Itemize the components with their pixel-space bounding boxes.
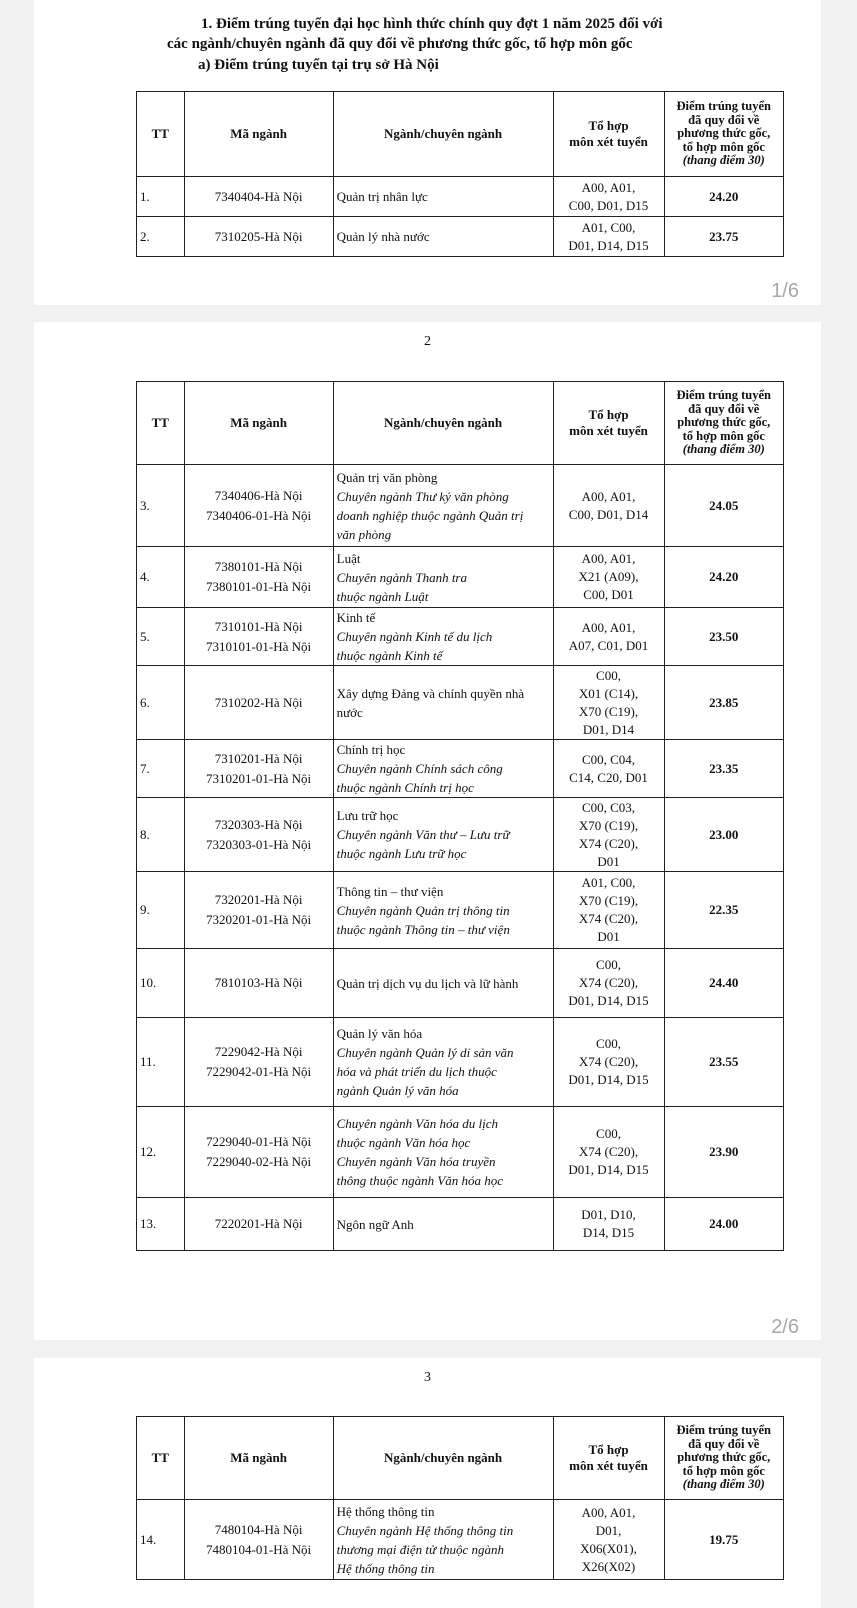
program-code-cell — [184, 666, 333, 740]
specialization-line: Chuyên ngành Chính sách công — [336, 761, 503, 776]
subject-combination: A00, A01, — [581, 551, 636, 566]
program-code-cell — [184, 547, 333, 608]
specialization-line: văn phòng — [336, 526, 392, 542]
subject-combination: D01 — [597, 853, 620, 869]
program-code: 7320303-Hà Nội — [214, 816, 303, 832]
major-name: Hệ thống thông tin — [336, 1503, 435, 1519]
specialization-line: Chuyên ngành Quản trị thông tin — [336, 902, 510, 918]
major-cell — [333, 1500, 553, 1580]
major-name: Quản lý nhà nước — [336, 229, 430, 244]
table-row — [137, 1198, 784, 1251]
program-code: 7480104-01-Hà Nội — [206, 1541, 312, 1557]
major-cell — [333, 740, 553, 798]
program-code: 7380101-Hà Nội — [214, 559, 303, 574]
cutoff-score: 24.00 — [664, 1198, 783, 1251]
page-number-2: 2 — [424, 334, 431, 349]
specialization-line: doanh nghiệp thuộc ngành Quản trị — [336, 507, 524, 523]
major-cell — [333, 608, 553, 666]
subject-combination: C00, — [596, 957, 621, 972]
subject-combination: D01, D14 — [582, 721, 635, 737]
subject-combinations-cell — [553, 1198, 664, 1251]
heading-line-2: các ngành/chuyên ngành đã quy đổi về phương thức gốc, tổ hợp môn gốc — [167, 36, 633, 52]
header-major: Ngành/chuyên ngành — [333, 1417, 553, 1500]
program-code: 7310201-01-Hà Nội — [206, 770, 312, 786]
specialization-line: Chuyên ngành Quản lý di sản văn — [336, 1045, 514, 1060]
row-number: 5. — [137, 608, 185, 666]
heading-line-3: a) Điểm trúng tuyển tại trụ sở Hà Nội — [198, 57, 439, 73]
major-cell — [333, 1018, 553, 1107]
major-name: Luật — [336, 550, 361, 566]
subject-combination: C00, C03, — [581, 799, 636, 815]
row-number: 3. — [137, 465, 185, 547]
major-name: Xây dựng Đảng và chính quyền nhà nước — [336, 685, 525, 720]
program-code: 7480104-Hà Nội — [214, 1521, 303, 1537]
program-code: 7320201-Hà Nội — [214, 892, 303, 907]
major-cell — [333, 798, 553, 872]
row-number: 10. — [137, 949, 185, 1018]
cutoff-score: 23.50 — [664, 608, 783, 666]
major-name: Ngôn ngữ Anh — [336, 1216, 414, 1232]
subject-combination: A07, C01, D01 — [568, 637, 649, 653]
subject-combination: X26(X02) — [581, 1558, 636, 1574]
specialization-line: ngành Quản lý văn hóa — [336, 1083, 459, 1098]
cutoff-score: 23.90 — [664, 1107, 783, 1198]
header-score-line: (thang điểm 30) — [682, 442, 765, 457]
header-score-line: Điểm trúng tuyển — [676, 99, 771, 114]
header-combo-line: Tổ hợp — [588, 407, 629, 422]
subject-combinations-cell — [553, 465, 664, 547]
subject-combination: X74 (C20), — [578, 1054, 639, 1069]
cutoff-score: 22.35 — [664, 872, 783, 949]
specialization-line: thuộc ngành Kinh tế — [336, 648, 443, 663]
program-code: 7320303-01-Hà Nội — [206, 836, 312, 852]
page-indicator-1: 1/6 — [771, 280, 799, 302]
program-code: 7310201-Hà Nội — [214, 750, 303, 766]
table-row — [137, 798, 784, 872]
major-name: Quản trị nhân lực — [336, 189, 428, 204]
header-score — [664, 382, 783, 465]
specialization-line: Chuyên ngành Kinh tế du lịch — [336, 629, 493, 644]
program-code-cell — [184, 217, 333, 257]
table-row — [137, 1500, 784, 1580]
major-cell — [333, 949, 553, 1018]
cutoff-score: 23.35 — [664, 740, 783, 798]
header-score-line: (thang điểm 30) — [682, 1477, 765, 1492]
specialization-line: thuộc ngành Thông tin – thư viện — [336, 921, 510, 937]
specialization-line: Hệ thống thông tin — [336, 1560, 435, 1576]
subject-combination: C00, C04, — [581, 751, 636, 767]
scores-table-page-2 — [136, 381, 784, 1251]
major-name: Quản trị văn phòng — [336, 469, 438, 485]
specialization-line: thuộc ngành Chính trị học — [336, 780, 474, 795]
table-row — [137, 1107, 784, 1198]
table-row — [137, 872, 784, 949]
cutoff-score: 24.20 — [664, 547, 783, 608]
major-cell — [333, 872, 553, 949]
specialization-line: thuộc ngành Lưu trữ học — [336, 846, 467, 861]
header-combo-line: Tổ hợp — [588, 118, 629, 133]
subject-combination: X70 (C19), — [578, 703, 639, 719]
program-code: 7229042-Hà Nội — [214, 1044, 303, 1059]
header-score-line: tổ hợp môn gốc — [682, 139, 765, 154]
subject-combination: D01, D10, — [581, 1207, 636, 1222]
specialization-line: Chuyên ngành Văn thư – Lưu trữ — [336, 827, 510, 842]
header-score-line: Điểm trúng tuyển — [676, 1423, 771, 1438]
subject-combination: C00, — [596, 1126, 621, 1141]
cutoff-score: 23.75 — [664, 217, 783, 257]
header-major: Ngành/chuyên ngành — [333, 92, 553, 177]
subject-combination: C00, — [596, 1036, 621, 1051]
table-header-row — [137, 382, 784, 465]
table-row — [137, 666, 784, 740]
page-number-3: 3 — [424, 1370, 431, 1385]
header-combo-line: Tổ hợp — [588, 1442, 629, 1457]
cutoff-score: 23.85 — [664, 666, 783, 740]
program-code-cell — [184, 1018, 333, 1107]
major-cell — [333, 177, 553, 217]
header-score-line: đã quy đổi về — [688, 1436, 760, 1451]
row-number: 7. — [137, 740, 185, 798]
program-code: 7340404-Hà Nội — [214, 188, 303, 204]
subject-combination: X74 (C20), — [578, 835, 639, 851]
header-tt: TT — [137, 382, 185, 465]
header-combo — [553, 382, 664, 465]
subject-combination: A00, A01, — [581, 179, 636, 195]
document-page-3 — [34, 1358, 821, 1608]
header-tt: TT — [137, 1417, 185, 1500]
subject-combinations-cell — [553, 949, 664, 1018]
subject-combination: X70 (C19), — [578, 817, 639, 833]
document-page-2 — [34, 322, 821, 1340]
subject-combination: D01, D14, D15 — [568, 993, 649, 1008]
header-score-line: phương thức gốc, — [677, 1450, 771, 1465]
header-score-line: Điểm trúng tuyển — [676, 388, 771, 403]
header-score-line: tổ hợp môn gốc — [682, 1463, 765, 1478]
cutoff-score: 24.20 — [664, 177, 783, 217]
subject-combinations-cell — [553, 1500, 664, 1580]
subject-combination: A00, A01, — [581, 1504, 636, 1520]
subject-combination: D01 — [597, 929, 620, 944]
subject-combinations-cell — [553, 798, 664, 872]
table-row — [137, 547, 784, 608]
specialization-line: thông thuộc ngành Văn hóa học — [336, 1173, 504, 1188]
header-score-line: (thang điểm 30) — [682, 153, 765, 168]
subject-combination: A00, A01, — [581, 488, 636, 504]
scores-table-page-1 — [136, 91, 784, 257]
major-cell — [333, 1107, 553, 1198]
subject-combination: X01 (C14), — [578, 685, 639, 701]
table-row — [137, 177, 784, 217]
header-score — [664, 1417, 783, 1500]
program-code-cell — [184, 1198, 333, 1251]
subject-combinations-cell — [553, 872, 664, 949]
major-cell — [333, 1198, 553, 1251]
cutoff-score: 24.40 — [664, 949, 783, 1018]
row-number: 6. — [137, 666, 185, 740]
table-row — [137, 740, 784, 798]
major-name: Kinh tế — [336, 610, 376, 625]
header-score-line: tổ hợp môn gốc — [682, 428, 765, 443]
row-number: 11. — [137, 1018, 185, 1107]
program-code: 7220201-Hà Nội — [214, 1216, 303, 1231]
program-code-cell — [184, 1107, 333, 1198]
specialization-line: Chuyên ngành Thanh tra — [336, 569, 467, 585]
program-code-cell — [184, 872, 333, 949]
cutoff-score: 23.55 — [664, 1018, 783, 1107]
subject-combinations-cell — [553, 177, 664, 217]
header-code: Mã ngành — [184, 92, 333, 177]
subject-combinations-cell — [553, 740, 664, 798]
subject-combination: D14, D15 — [582, 1225, 635, 1240]
specialization-line: thuộc ngành Luật — [336, 588, 429, 604]
subject-combination: D01, — [595, 1522, 622, 1538]
major-name: Thông tin – thư viện — [336, 883, 444, 899]
program-code-cell — [184, 740, 333, 798]
subject-combinations-cell — [553, 608, 664, 666]
program-code-cell — [184, 177, 333, 217]
major-name: Lưu trữ học — [336, 808, 399, 823]
subject-combination: X74 (C20), — [578, 975, 639, 990]
header-combo — [553, 92, 664, 177]
cutoff-score: 23.00 — [664, 798, 783, 872]
subject-combination: X74 (C20), — [578, 1144, 639, 1159]
program-code: 7340406-01-Hà Nội — [206, 507, 312, 523]
specialization-line: Chuyên ngành Văn hóa truyền — [336, 1154, 496, 1169]
table-row — [137, 949, 784, 1018]
cutoff-score: 24.05 — [664, 465, 783, 547]
subject-combination: A00, A01, — [581, 619, 636, 635]
subject-combination: X21 (A09), — [578, 569, 639, 584]
major-name: Chính trị học — [336, 742, 406, 757]
scores-table-page-3 — [136, 1416, 784, 1580]
header-code: Mã ngành — [184, 1417, 333, 1500]
row-number: 9. — [137, 872, 185, 949]
header-major: Ngành/chuyên ngành — [333, 382, 553, 465]
program-code: 7229040-02-Hà Nội — [206, 1154, 312, 1169]
subject-combination: C00, D01, D14 — [568, 506, 649, 522]
subject-combinations-cell — [553, 547, 664, 608]
specialization-line: thuộc ngành Văn hóa học — [336, 1135, 471, 1150]
program-code: 7229040-01-Hà Nội — [206, 1134, 312, 1149]
program-code: 7310101-01-Hà Nội — [206, 638, 312, 654]
document-page-1 — [34, 0, 821, 305]
program-code: 7810103-Hà Nội — [214, 975, 303, 990]
program-code: 7310101-Hà Nội — [214, 618, 303, 634]
subject-combination: C00, D01, D15 — [568, 197, 649, 213]
page-indicator-2: 2/6 — [771, 1316, 799, 1338]
program-code: 7310202-Hà Nội — [214, 694, 303, 710]
table-row — [137, 465, 784, 547]
header-score-line: đã quy đổi về — [688, 112, 760, 127]
subject-combination: D01, D14, D15 — [568, 1072, 649, 1087]
header-combo — [553, 1417, 664, 1500]
subject-combination: D01, D14, D15 — [568, 237, 649, 253]
subject-combination: X06(X01), — [580, 1540, 637, 1556]
table-row — [137, 1018, 784, 1107]
subject-combination: C00, D01 — [583, 587, 634, 602]
header-combo-line: môn xét tuyển — [569, 134, 648, 149]
program-code-cell — [184, 608, 333, 666]
subject-combination: A01, C00, — [581, 219, 636, 235]
row-number: 1. — [137, 177, 185, 217]
table-row — [137, 608, 784, 666]
subject-combination: X70 (C19), — [578, 893, 639, 908]
specialization-line: Chuyên ngành Văn hóa du lịch — [336, 1116, 499, 1131]
major-cell — [333, 547, 553, 608]
program-code-cell — [184, 465, 333, 547]
program-code: 7380101-01-Hà Nội — [206, 579, 312, 594]
subject-combination: C00, — [596, 667, 621, 683]
header-code: Mã ngành — [184, 382, 333, 465]
program-code-cell — [184, 949, 333, 1018]
table-row — [137, 217, 784, 257]
subject-combination: D01, D14, D15 — [568, 1162, 649, 1177]
header-combo-line: môn xét tuyển — [569, 423, 648, 438]
program-code-cell — [184, 798, 333, 872]
header-tt: TT — [137, 92, 185, 177]
program-code: 7229042-01-Hà Nội — [206, 1064, 312, 1079]
row-number: 8. — [137, 798, 185, 872]
subject-combination: A01, C00, — [581, 875, 636, 890]
subject-combination: C14, C20, D01 — [569, 769, 648, 785]
header-score-line: phương thức gốc, — [677, 415, 771, 430]
major-name: Quản trị dịch vụ du lịch và lữ hành — [336, 975, 519, 991]
major-cell — [333, 666, 553, 740]
major-name: Quản lý văn hóa — [336, 1026, 423, 1041]
header-score — [664, 92, 783, 177]
table-header-row — [137, 92, 784, 177]
program-code-cell — [184, 1500, 333, 1580]
program-code: 7320201-01-Hà Nội — [206, 912, 312, 927]
subject-combinations-cell — [553, 217, 664, 257]
program-code: 7340406-Hà Nội — [214, 487, 303, 503]
program-code: 7310205-Hà Nội — [214, 228, 303, 244]
table-header-row — [137, 1417, 784, 1500]
subject-combination: X74 (C20), — [578, 911, 639, 926]
major-cell — [333, 465, 553, 547]
specialization-line: Chuyên ngành Thư ký văn phòng — [336, 488, 509, 504]
row-number: 4. — [137, 547, 185, 608]
subject-combinations-cell — [553, 1018, 664, 1107]
row-number: 12. — [137, 1107, 185, 1198]
header-combo-line: môn xét tuyển — [569, 1458, 648, 1473]
specialization-line: Chuyên ngành Hệ thống thông tin — [336, 1522, 514, 1538]
header-score-line: phương thức gốc, — [677, 126, 771, 141]
row-number: 14. — [137, 1500, 185, 1580]
specialization-line: hóa và phát triển du lịch thuộc — [336, 1064, 497, 1079]
heading-line-1: 1. Điểm trúng tuyển đại học hình thức chính quy đợt 1 năm 2025 đối với — [201, 16, 663, 32]
row-number: 2. — [137, 217, 185, 257]
cutoff-score: 19.75 — [664, 1500, 783, 1580]
header-score-line: đã quy đổi về — [688, 401, 760, 416]
subject-combinations-cell — [553, 1107, 664, 1198]
major-cell — [333, 217, 553, 257]
row-number: 13. — [137, 1198, 185, 1251]
specialization-line: thương mại điện tử thuộc ngành — [336, 1541, 504, 1557]
subject-combinations-cell — [553, 666, 664, 740]
